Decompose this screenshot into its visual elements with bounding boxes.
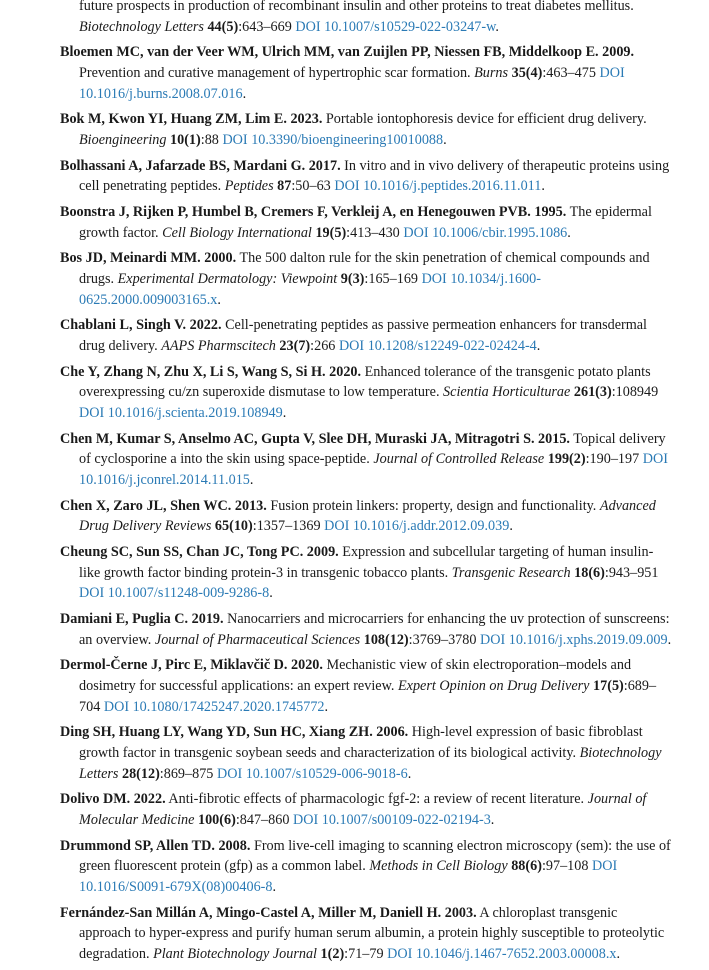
journal-name: Bioengineering — [79, 131, 167, 148]
pages: :847–860 — [235, 812, 293, 828]
volume-issue: 44(5) — [207, 18, 239, 35]
reference-text: The epidermal growth factor. — [79, 204, 652, 241]
reference-entry: Damiani E, Puglia C. 2019. Nanocarriers and microcarriers for enhancing the uv protection of sunscreens: an overview. Journal of Pharmaceutical Sciences 108(12):3769–3780 DOI 10.1016/j.xphs.2019.09.009. — [60, 611, 672, 648]
reference-authors: Chen X, Zaro JL, Shen WC. 2013. — [60, 497, 267, 514]
volume-issue: 87 — [277, 178, 292, 195]
reference-authors: Che Y, Zhang N, Zhu X, Li S, Wang S, Si H. 2020. — [60, 363, 362, 380]
doi-link[interactable]: DOI 10.1016/j.xphs.2019.09.009 — [480, 631, 668, 648]
doi-link[interactable]: DOI 10.1208/s12249-022-02424-4 — [338, 338, 537, 355]
volume-issue: 9(3) — [340, 271, 365, 288]
reference-authors: Fernández-San Millán A, Mingo-Castel A, Miller M, Daniell H. 2003. — [60, 904, 477, 921]
doi-link[interactable]: DOI 10.1016/j.peptides.2016.11.011 — [334, 178, 542, 195]
reference-authors: Bolhassani A, Jafarzade BS, Mardani G. 2017. — [60, 157, 341, 174]
volume-issue: 19(5) — [315, 224, 347, 241]
reference-entry: Cheung SC, Sun SS, Chan JC, Tong PC. 2009. Expression and subcellular targeting of human insulin-like growth factor binding protein-3 in transgenic tobacco plants. Transgenic Research 18(6):943–951 DOI 10.1007/s11248-009-9286-8. — [60, 544, 659, 602]
reference-entry: Bok M, Kwon YI, Huang ZM, Lim E. 2023. Portable iontophoresis device for efficient drug delivery. Bioengineering 10(1):88 DOI 10.3390/bioengineering10010088. — [60, 111, 647, 148]
journal-name: Burns — [474, 64, 509, 81]
reference-text: Expression and subcellular targeting of human insulin-like growth factor binding protein-3 in transgenic tobacco plants. — [79, 544, 654, 581]
reference-text: Prevention and curative management of hypertrophic scar formation. — [79, 64, 475, 81]
reference-entry: Bolhassani A, Jafarzade BS, Mardani G. 2017. In vitro and in vivo delivery of therapeutic proteins using cell penetrating peptides. Peptides 87:50–63 DOI 10.1016/j.peptides.2016.11.011. — [60, 157, 670, 195]
reference-text: Mechanistic view of skin electroporation–models and dosimetry for successful applications: an expert review. — [79, 657, 632, 695]
reference-list — [60, 0, 672, 970]
reference-entry: Chen X, Zaro JL, Shen WC. 2013. Fusion protein linkers: property, design and functionality. Advanced Drug Delivery Reviews 65(10):1357–1369 DOI 10.1016/j.addr.2012.09.039. — [60, 497, 656, 535]
reference-authors: Bok M, Kwon YI, Huang ZM, Lim E. 2023. — [60, 111, 323, 128]
reference-entry: Fernández-San Millán A, Mingo-Castel A, Miller M, Daniell H. 2003. A chloroplast transgenic approach to hyper-express and purify human serum albumin, a protein highly susceptible to proteolytic degradation. Plant Biotechnology Journal 1(2):71–79 DOI 10.1046/j.1467-7652.2003.00008.x. — [60, 904, 665, 962]
pages: :165–169 — [364, 271, 422, 288]
reference-authors: Damiani E, Puglia C. 2019. — [60, 611, 224, 628]
journal-name: Journal of Pharmaceutical Sciences — [154, 631, 361, 648]
reference-authors: Bloemen MC, van der Veer WM, Ulrich MM, van Zuijlen PP, Niessen FB, Middelkoop E. 2009. — [60, 44, 635, 61]
journal-name: Scientia Horticulturae — [443, 384, 571, 401]
reference-authors: Dermol-Černe J, Pirc E, Miklavčič D. 2020. — [60, 657, 323, 674]
volume-issue: 28(12) — [121, 765, 160, 782]
doi-link[interactable]: DOI 10.1007/s10529-006-9018-6 — [216, 765, 408, 782]
reference-text: From live-cell imaging to scanning electron microscopy (sem): the use of green fluorescent protein (gfp) as a common label. — [79, 837, 671, 875]
reference-text: Enhanced tolerance of the transgenic potato plants overexpressing cu/zn superoxide dismutase to low temperature. — [79, 363, 651, 401]
journal-name: Methods in Cell Biology — [369, 858, 508, 875]
reference-text: Nanocarriers and microcarriers for enhancing the uv protection of sunscreens: an overview. — [79, 611, 670, 648]
reference-text: A chloroplast transgenic approach to hyper-express and purify human serum albumin, a protein highly susceptible to proteolytic degradation. — [79, 904, 665, 962]
journal-name: Journal of Controlled Release — [373, 451, 545, 468]
reference-authors: Dolivo DM. 2022. — [60, 791, 166, 808]
pages: :266 — [310, 338, 339, 355]
doi-link[interactable]: DOI 10.3390/bioengineering10010088 — [222, 131, 444, 148]
pages: :3769–3780 — [408, 631, 480, 648]
volume-issue: 10(1) — [170, 131, 201, 148]
pages: :88 — [200, 131, 223, 148]
volume-issue: 65(10) — [214, 518, 253, 535]
reference-authors: Chen M, Kumar S, Anselmo AC, Gupta V, Slee DH, Muraski JA, Mitragotri S. 2015. — [60, 430, 570, 447]
pages: :643–669 — [238, 18, 296, 35]
volume-issue: 261(3) — [573, 384, 612, 401]
pages: :463–475 — [542, 64, 600, 81]
pages: :413–430 — [346, 224, 404, 241]
reference-entry: Boonstra J, Rijken P, Humbel B, Cremers F, Verkleij A, en Henegouwen PVB. 1995. The epidermal growth factor. Cell Biology International 19(5):413–430 DOI 10.1006/cbir.1995.1086. — [60, 204, 652, 241]
reference-entry: Drummond SP, Allen TD. 2008. From live-cell imaging to scanning electron microscopy (sem): the use of green fluorescent protein (gfp) as a common label. Methods in Cell Biology 88(6):97–108 DOI 10.1016/S0091-679X(08)00406-8. — [60, 837, 671, 895]
reference-text: Portable iontophoresis device for efficient drug delivery. — [322, 111, 647, 128]
journal-name: Biotechnology Letters — [79, 18, 204, 35]
reference-authors: Cheung SC, Sun SS, Chan JC, Tong PC. 2009. — [60, 544, 339, 561]
volume-issue: 199(2) — [547, 451, 586, 468]
doi-link[interactable]: DOI 10.1046/j.1467-7652.2003.00008.x — [387, 945, 617, 962]
doi-link[interactable]: DOI 10.1007/s00109-022-02194-3 — [292, 812, 491, 828]
journal-name: Peptides — [224, 178, 274, 195]
volume-issue: 100(6) — [197, 812, 236, 828]
reference-text: In vitro and in vivo delivery of therapeutic proteins using cell penetrating peptides. — [79, 157, 670, 195]
journal-name: Experimental Dermatology: Viewpoint — [117, 271, 338, 288]
reference-authors: Ding SH, Huang LY, Wang YD, Sun HC, Xiang ZH. 2006. — [60, 724, 409, 741]
pages: :97–108 — [541, 858, 592, 875]
doi-link[interactable]: DOI 10.1016/j.addr.2012.09.039 — [324, 518, 510, 535]
reference-authors: Drummond SP, Allen TD. 2008. — [60, 837, 251, 854]
volume-issue: 23(7) — [279, 338, 311, 355]
reference-entry: future prospects in production of recombinant insulin and other proteins to treat diabetes mellitus. Biotechnology Letters 44(5):643–669 DOI 10.1007/s10529-022-03247-w. — [79, 0, 634, 35]
reference-entry: Bos JD, Meinardi MM. 2000. The 500 dalton rule for the skin penetration of chemical compounds and drugs. Experimental Dermatology: Viewpoint 9(3):165–169 DOI 10.1034/j.1600-0625.2000.009003165.x. — [60, 250, 650, 308]
doi-link[interactable]: DOI 10.1007/s11248-009-9286-8 — [79, 585, 270, 602]
journal-name: Journal of Molecular Medicine — [79, 791, 647, 828]
doi-link[interactable]: DOI 10.1080/17425247.2020.1745772 — [103, 698, 325, 715]
reference-authors: Boonstra J, Rijken P, Humbel B, Cremers F, Verkleij A, en Henegouwen PVB. 1995. — [60, 204, 567, 221]
doi-link[interactable]: DOI 10.1034/j.1600-0625.2000.009003165.x — [79, 271, 541, 308]
volume-issue: 1(2) — [320, 945, 345, 962]
pages: :943–951 — [604, 564, 659, 581]
pages: :108949 — [611, 384, 659, 401]
journal-name: Expert Opinion on Drug Delivery — [397, 678, 590, 695]
reference-text: High-level expression of basic fibroblast growth factor in transgenic soybean seeds and characterization of its biological activity. — [79, 724, 643, 762]
pages: :1357–1369 — [252, 518, 325, 535]
reference-entry: Dermol-Černe J, Pirc E, Miklavčič D. 2020. Mechanistic view of skin electroporation–models and dosimetry for successful applications: an expert review. Expert Opinion on Drug Delivery 17(5):689–704 DOI 10.1080/17425247.2020.1745772. — [60, 657, 657, 715]
reference-text: Topical delivery of cyclosporine a into the skin using space-peptide. — [79, 430, 666, 468]
doi-link[interactable]: DOI 10.1016/j.jconrel.2014.11.015 — [79, 451, 668, 488]
reference-entry: Ding SH, Huang LY, Wang YD, Sun HC, Xiang ZH. 2006. High-level expression of basic fibroblast growth factor in transgenic soybean seeds and characterization of its biological activity. Biotechnology Letters 28(12):869–875 DOI 10.1007/s10529-006-9018-6. — [60, 724, 662, 782]
journal-name: Plant Biotechnology Journal — [153, 945, 317, 962]
doi-link[interactable]: DOI 10.1007/s10529-022-03247-w — [295, 18, 496, 35]
volume-issue: 18(6) — [574, 564, 605, 581]
journal-name: Advanced Drug Delivery Reviews — [79, 497, 656, 535]
volume-issue: 17(5) — [593, 678, 624, 695]
pages: :50–63 — [291, 178, 335, 195]
journal-name: Transgenic Research — [451, 564, 571, 581]
journal-name: Biotechnology Letters — [79, 745, 662, 782]
doi-link[interactable]: DOI 10.1016/j.scienta.2019.108949 — [79, 405, 283, 421]
pages: :689–704 — [79, 678, 657, 715]
pages: :190–197 — [585, 451, 643, 468]
reference-text: Cell-penetrating peptides as passive permeation enhancers for transdermal drug delivery. — [79, 317, 647, 355]
journal-name: AAPS Pharmscitech — [161, 338, 276, 355]
reference-authors: Chablani L, Singh V. 2022. — [60, 317, 222, 334]
reference-entry: Che Y, Zhang N, Zhu X, Li S, Wang S, Si H. 2020. Enhanced tolerance of the transgenic potato plants overexpressing cu/zn superoxide dismutase to low temperature. Scientia Horticulturae 261(3):108949 DOI 10.1016/j.scienta.2019.108949. — [60, 363, 659, 421]
pages: :869–875 — [159, 765, 217, 782]
reference-entry: Chablani L, Singh V. 2022. Cell-penetrating peptides as passive permeation enhancers for transdermal drug delivery. AAPS Pharmscitech 23(7):266 DOI 10.1208/s12249-022-02424-4. — [60, 317, 647, 355]
doi-link[interactable]: DOI 10.1006/cbir.1995.1086 — [403, 224, 568, 241]
volume-issue: 88(6) — [511, 858, 542, 875]
journal-name: Cell Biology International — [162, 224, 312, 241]
reference-text: Anti-fibrotic effects of pharmacologic fgf-2: a review of recent literature. — [165, 791, 588, 808]
reference-entry: Dolivo DM. 2022. Anti-fibrotic effects of pharmacologic fgf-2: a review of recent literature. Journal of Molecular Medicine 100(6):847–860 DOI 10.1007/s00109-022-02194-3. — [60, 791, 647, 828]
reference-authors: Bos JD, Meinardi MM. 2000. — [60, 250, 237, 267]
reference-text: Fusion protein linkers: property, design and functionality. — [266, 497, 600, 514]
reference-text: future prospects in production of recombinant insulin and other proteins to treat diabetes mellitus. — [79, 0, 634, 14]
doi-link[interactable]: DOI 10.1016/j.burns.2008.07.016 — [79, 64, 625, 102]
doi-link[interactable]: DOI 10.1016/S0091-679X(08)00406-8 — [79, 858, 618, 895]
reference-text: The 500 dalton rule for the skin penetration of chemical compounds and drugs. — [79, 250, 650, 288]
volume-issue: 35(4) — [511, 64, 543, 81]
reference-entry: Bloemen MC, van der Veer WM, Ulrich MM, van Zuijlen PP, Niessen FB, Middelkoop E. 2009. Prevention and curative management of hypertrophic scar formation. Burns 35(4):463–475 DOI 10.1016/j.burns.2008.07.016. — [60, 44, 635, 102]
reference-entry: Chen M, Kumar S, Anselmo AC, Gupta V, Slee DH, Muraski JA, Mitragotri S. 2015. Topical delivery of cyclosporine a into the skin using space-peptide. Journal of Controlled Release 199(2):190–197 DOI 10.1016/j.jconrel.2014.11.015. — [60, 430, 668, 488]
volume-issue: 108(12) — [363, 631, 409, 648]
pages: :71–79 — [344, 945, 388, 962]
